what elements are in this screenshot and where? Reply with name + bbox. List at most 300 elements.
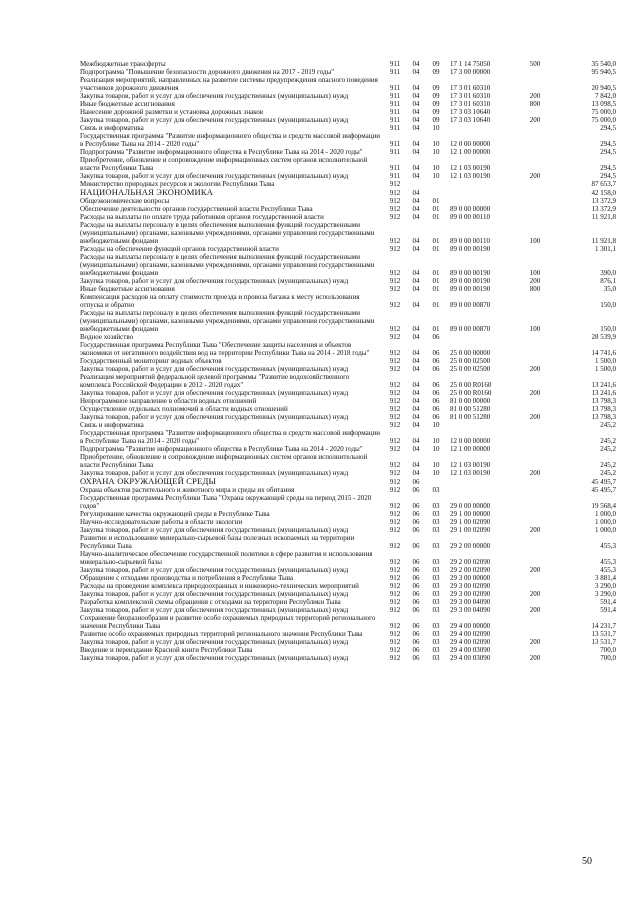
row-amount: 455,3 xyxy=(600,566,616,574)
row-amount: 1 500,0 xyxy=(595,365,616,373)
row-target-article: 81 0 00 51280 xyxy=(450,413,491,421)
row-subsection-code: 01 xyxy=(432,237,440,245)
row-subsection-code xyxy=(426,188,446,197)
row-amount: 13 798,3 xyxy=(591,413,616,421)
row-amount: 45 495,7 xyxy=(591,478,616,486)
row-name: Научно-аналитическое обеспечение государственной политики в сфере развития и использования минерально-сырьевой базы xyxy=(80,550,373,566)
row-amount: 294,5 xyxy=(600,164,616,172)
row-section-code: 04 xyxy=(412,68,420,76)
row-section-code: 04 xyxy=(412,197,420,205)
row-section-code: 06 xyxy=(412,630,420,638)
row-amount: 245,2 xyxy=(600,421,616,429)
row-amount: 245,2 xyxy=(600,461,616,469)
row-expense-type xyxy=(520,477,550,486)
row-amount: 876,1 xyxy=(600,277,616,285)
row-ministry-code: 912 xyxy=(389,654,401,662)
table-row xyxy=(80,518,616,526)
row-amount: 19 568,4 xyxy=(591,502,616,510)
row-section-code: 04 xyxy=(412,389,420,397)
row-ministry-code: 912 xyxy=(389,461,401,469)
row-ministry-code: 912 xyxy=(389,405,401,413)
row-ministry-code: 911 xyxy=(389,140,401,148)
row-amount: 1 500,0 xyxy=(595,357,616,365)
table-row xyxy=(80,510,616,518)
row-amount: 14 231,7 xyxy=(591,622,616,630)
row-target-article xyxy=(446,486,520,494)
row-expense-type xyxy=(520,510,550,518)
row-amount: 35,0 xyxy=(603,285,616,293)
row-section-code: 04 xyxy=(412,381,420,389)
row-target-article: 25 0 00 02500 xyxy=(450,357,491,365)
table-row xyxy=(80,132,616,148)
table-row xyxy=(80,92,616,100)
row-amount: 14 741,6 xyxy=(591,349,616,357)
row-ministry-code: 911 xyxy=(389,116,401,124)
row-section-code: 04 xyxy=(412,437,420,445)
row-subsection-code: 09 xyxy=(432,68,440,76)
row-target-article: 12 1 00 00000 xyxy=(450,148,491,156)
row-expense-type: 200 xyxy=(529,277,541,285)
row-subsection-code: 01 xyxy=(432,245,440,253)
row-target-article: 17 3 01 60310 xyxy=(450,92,491,100)
row-ministry-code: 912 xyxy=(389,189,401,197)
row-target-article: 81 0 00 00000 xyxy=(450,397,491,405)
row-amount: 700,0 xyxy=(600,654,616,662)
row-section-code: 06 xyxy=(412,510,420,518)
row-subsection-code: 09 xyxy=(432,84,440,92)
row-target-article: 29 4 00 03090 xyxy=(450,654,491,662)
row-section-code: 04 xyxy=(412,397,420,405)
row-subsection-code: 06 xyxy=(432,405,440,413)
row-name: Расходы на выплаты персоналу в целях обеспечения выполнения функций государственными (муниципальными) органами, казенными учреждениями, органами управления государственными внебюджетными фондами xyxy=(80,253,375,277)
row-target-article: 17 3 01 60310 xyxy=(450,100,491,108)
row-subsection-code: 03 xyxy=(432,590,440,598)
row-amount: 591,4 xyxy=(600,598,616,606)
row-ministry-code: 912 xyxy=(389,646,401,654)
row-name: Приобретение, обновление и сопровождение информационных систем органов исполнительной власти Республики Тыва xyxy=(80,453,368,469)
row-expense-type xyxy=(520,293,550,309)
row-expense-type xyxy=(520,108,550,116)
row-subsection-code: 01 xyxy=(432,269,440,277)
row-amount: 245,2 xyxy=(600,469,616,477)
row-subsection-code: 01 xyxy=(432,213,440,221)
row-expense-type: 200 xyxy=(529,116,541,124)
row-amount: 13 372,9 xyxy=(591,205,616,213)
row-ministry-code: 912 xyxy=(389,285,401,293)
row-expense-type xyxy=(520,630,550,638)
row-expense-type: 200 xyxy=(529,638,541,646)
row-amount: 245,2 xyxy=(600,445,616,453)
row-subsection-code: 09 xyxy=(432,60,440,68)
row-target-article: 12 0 00 00000 xyxy=(450,140,491,148)
row-target-article: 89 0 00 00110 xyxy=(450,237,490,245)
row-target-article: 12 1 03 00190 xyxy=(450,172,491,180)
row-ministry-code: 912 xyxy=(389,558,401,566)
table-row xyxy=(80,277,616,285)
row-expense-type xyxy=(520,550,550,566)
row-expense-type xyxy=(520,156,550,172)
table-row xyxy=(80,309,616,333)
row-subsection-code: 03 xyxy=(432,526,440,534)
row-expense-type: 200 xyxy=(529,365,541,373)
row-name: Общеэкономические вопросы xyxy=(80,197,170,205)
row-amount: 3 881,4 xyxy=(595,574,616,582)
row-expense-type xyxy=(520,213,550,221)
row-name: Регулирование качества окружающей среды в Республике Тыва xyxy=(80,510,270,518)
row-section-code: 04 xyxy=(412,421,420,429)
row-name: Связь и информатика xyxy=(80,124,144,132)
row-target-article: 29 4 00 02090 xyxy=(450,630,491,638)
row-subsection-code: 03 xyxy=(432,646,440,654)
row-subsection-code: 01 xyxy=(432,205,440,213)
table-row xyxy=(80,614,616,630)
row-ministry-code: 912 xyxy=(389,510,401,518)
row-expense-type xyxy=(520,132,550,148)
row-expense-type xyxy=(520,333,550,341)
row-name: Закупка товаров, работ и услуг для обеспечения государственных (муниципальных) нужд xyxy=(80,389,349,397)
table-row xyxy=(80,574,616,582)
row-expense-type xyxy=(520,76,550,92)
row-subsection-code: 03 xyxy=(432,502,440,510)
row-expense-type: 200 xyxy=(529,172,541,180)
row-target-article: 25 0 00 R0160 xyxy=(450,381,492,389)
row-section-code: 06 xyxy=(412,622,420,630)
row-target-article: 89 0 00 00190 xyxy=(450,277,491,285)
row-ministry-code: 912 xyxy=(389,445,401,453)
row-amount: 150,0 xyxy=(600,301,616,309)
row-ministry-code: 912 xyxy=(389,197,401,205)
row-section-code: 04 xyxy=(412,164,420,172)
row-amount: 11 921,8 xyxy=(591,213,616,221)
row-name: Закупка товаров, работ и услуг для обеспечения государственных (муниципальных) нужд xyxy=(80,638,349,646)
row-expense-type xyxy=(520,405,550,413)
row-expense-type xyxy=(520,148,550,156)
row-ministry-code: 912 xyxy=(389,325,401,333)
page-number: 50 xyxy=(582,856,592,867)
row-ministry-code: 911 xyxy=(389,84,401,92)
table-row xyxy=(80,486,616,494)
row-subsection-code: 06 xyxy=(432,365,440,373)
row-amount: 13 531,7 xyxy=(591,638,616,646)
table-row xyxy=(80,245,616,253)
row-section-code: 04 xyxy=(412,237,420,245)
row-name: Реализация мероприятий федеральной целевой программы "Развитие водохозяйственного комплекса Российской Федерации в 2012 - 2020 годах" xyxy=(80,373,350,389)
row-amount: 45 495,7 xyxy=(591,486,616,494)
row-amount: 1 000,0 xyxy=(595,518,616,526)
row-expense-type xyxy=(520,397,550,405)
row-ministry-code: 912 xyxy=(389,357,401,365)
row-section-code: 06 xyxy=(412,502,420,510)
row-subsection-code: 10 xyxy=(432,421,440,429)
row-ministry-code: 912 xyxy=(389,606,401,614)
row-section-code: 04 xyxy=(412,269,420,277)
row-amount: 3 290,0 xyxy=(595,582,616,590)
row-subsection-code: 01 xyxy=(432,277,440,285)
row-subsection-code: 03 xyxy=(432,542,440,550)
row-section-code: 04 xyxy=(412,148,420,156)
row-name: Осуществление отдельных полномочий в области водных отношений xyxy=(80,405,288,413)
row-ministry-code: 911 xyxy=(389,108,401,116)
row-ministry-code: 912 xyxy=(389,389,401,397)
row-target-article: 12 1 03 00190 xyxy=(450,164,491,172)
row-section-code: 06 xyxy=(412,598,420,606)
row-target-article: 29 3 00 04090 xyxy=(450,606,491,614)
row-section-code: 04 xyxy=(412,349,420,357)
row-subsection-code: 01 xyxy=(432,301,440,309)
row-ministry-code: 912 xyxy=(389,502,401,510)
row-section-code: 06 xyxy=(412,478,420,486)
row-target-article xyxy=(446,421,520,429)
row-section-code: 04 xyxy=(412,172,420,180)
table-row xyxy=(80,116,616,124)
row-name: Подпрограмма "Развитие информационного общества в Республике Тыва на 2014 - 2020 годы" xyxy=(80,148,363,156)
row-subsection-code: 06 xyxy=(432,389,440,397)
row-name: Государственная программа "Развитие информационного общества и средств массовой информации в Республике Тыва на 2014 - 2020 годы" xyxy=(80,429,380,445)
row-expense-type xyxy=(520,421,550,429)
row-subsection-code: 10 xyxy=(432,172,440,180)
row-ministry-code: 912 xyxy=(389,269,401,277)
row-expense-type xyxy=(520,245,550,253)
row-section-code: 04 xyxy=(412,413,420,421)
row-subsection-code: 03 xyxy=(432,486,440,494)
row-target-article: 29 0 00 00000 xyxy=(450,502,491,510)
row-name: Приобретение, обновление и сопровождение информационных систем органов исполнительной власти Республики Тыва xyxy=(80,156,368,172)
row-ministry-code: 912 xyxy=(389,333,401,341)
row-ministry-code: 912 xyxy=(389,397,401,405)
row-section-code: 04 xyxy=(412,461,420,469)
table-row xyxy=(80,526,616,534)
row-expense-type xyxy=(520,357,550,365)
table-row xyxy=(80,646,616,654)
row-ministry-code: 911 xyxy=(389,92,401,100)
row-target-article xyxy=(446,180,520,188)
row-name: Министерство природных ресурсов и экологии Республики Тыва xyxy=(80,180,275,188)
row-ministry-code: 912 xyxy=(389,486,401,494)
row-subsection-code: 10 xyxy=(432,461,440,469)
table-row xyxy=(80,124,616,132)
row-expense-type xyxy=(520,205,550,213)
row-section-code: 06 xyxy=(412,582,420,590)
row-target-article: 25 0 00 R0160 xyxy=(450,389,492,397)
row-expense-type: 100 xyxy=(529,237,541,245)
row-name: Иные бюджетные ассигнования xyxy=(80,100,175,108)
table-row xyxy=(80,333,616,341)
row-amount: 13 372,9 xyxy=(591,197,616,205)
row-amount: 75 000,0 xyxy=(591,116,616,124)
row-subsection-code: 09 xyxy=(432,100,440,108)
row-name: Закупка товаров, работ и услуг для обеспечения государственных (муниципальных) нужд xyxy=(80,413,349,421)
row-expense-type xyxy=(520,188,550,197)
table-row xyxy=(80,429,616,445)
row-ministry-code: 912 xyxy=(389,213,401,221)
row-expense-type: 200 xyxy=(529,469,541,477)
table-row xyxy=(80,606,616,614)
row-ministry-code: 911 xyxy=(389,100,401,108)
table-row xyxy=(80,341,616,357)
row-section-code: 04 xyxy=(412,100,420,108)
row-expense-type xyxy=(520,614,550,630)
row-ministry-code: 912 xyxy=(389,301,401,309)
row-target-article: 29 4 00 03090 xyxy=(450,646,491,654)
row-ministry-code: 912 xyxy=(389,566,401,574)
row-amount: 13 241,6 xyxy=(591,381,616,389)
row-expense-type xyxy=(520,453,550,469)
row-subsection-code: 03 xyxy=(432,630,440,638)
row-amount: 700,0 xyxy=(600,646,616,654)
row-name: Научно-исследовательские работы в области экологии xyxy=(80,518,243,526)
table-row xyxy=(80,421,616,429)
row-section-code: 04 xyxy=(412,205,420,213)
row-expense-type: 500 xyxy=(529,60,541,68)
row-subsection-code: 01 xyxy=(432,325,440,333)
row-target-article: 12 0 00 00000 xyxy=(450,437,491,445)
row-target-article xyxy=(446,197,520,205)
row-section-code: 04 xyxy=(412,245,420,253)
row-amount: 13 531,7 xyxy=(591,630,616,638)
budget-table-container xyxy=(80,60,616,662)
table-row xyxy=(80,445,616,453)
row-section-code: 06 xyxy=(412,518,420,526)
row-name: НАЦИОНАЛЬНАЯ ЭКОНОМИКА xyxy=(80,187,214,197)
row-amount: 11 921,8 xyxy=(591,237,616,245)
row-subsection-code xyxy=(426,477,446,486)
row-section-code: 04 xyxy=(412,124,420,132)
row-subsection-code: 06 xyxy=(432,349,440,357)
row-expense-type xyxy=(520,68,550,76)
row-amount: 28 539,9 xyxy=(591,333,616,341)
row-name: Закупка товаров, работ и услуг для обеспечения государственных (муниципальных) нужд xyxy=(80,172,349,180)
row-expense-type xyxy=(520,445,550,453)
row-name: Закупка товаров, работ и услуг для обеспечения государственных (муниципальных) нужд xyxy=(80,654,349,662)
row-amount: 13 241,6 xyxy=(591,389,616,397)
row-ministry-code: 912 xyxy=(389,478,401,486)
row-target-article xyxy=(446,333,520,341)
row-target-article: 29 3 00 04090 xyxy=(450,598,491,606)
row-section-code: 04 xyxy=(412,213,420,221)
row-expense-type xyxy=(520,197,550,205)
table-row xyxy=(80,477,616,486)
row-section-code: 04 xyxy=(412,60,420,68)
table-row xyxy=(80,534,616,550)
row-target-article: 29 3 00 02090 xyxy=(450,582,491,590)
row-ministry-code: 912 xyxy=(389,437,401,445)
row-name: Иные бюджетные ассигнования xyxy=(80,285,175,293)
row-target-article: 29 1 00 02090 xyxy=(450,526,491,534)
row-subsection-code: 03 xyxy=(432,622,440,630)
row-ministry-code: 912 xyxy=(389,590,401,598)
row-section-code: 06 xyxy=(412,590,420,598)
row-amount: 1 000,0 xyxy=(595,510,616,518)
row-target-article: 29 1 00 00000 xyxy=(450,510,491,518)
row-name: Сохранение биоразнообразия и развитие особо охраняемых природных территорий регионального значения Республики Тыва xyxy=(80,614,376,630)
row-expense-type: 200 xyxy=(529,413,541,421)
table-row xyxy=(80,285,616,293)
row-target-article: 17 3 01 60310 xyxy=(450,84,491,92)
row-subsection-code: 06 xyxy=(432,357,440,365)
table-row xyxy=(80,550,616,566)
row-ministry-code: 912 xyxy=(389,205,401,213)
row-target-article xyxy=(446,188,520,197)
row-ministry-code: 912 xyxy=(389,598,401,606)
row-name: Закупка товаров, работ и услуг для обеспечения государственных (муниципальных) нужд xyxy=(80,566,349,574)
row-subsection-code: 10 xyxy=(432,164,440,172)
row-target-article: 17 3 03 10640 xyxy=(450,116,491,124)
row-target-article: 25 0 00 00000 xyxy=(450,349,491,357)
row-ministry-code: 911 xyxy=(389,148,401,156)
row-section-code: 04 xyxy=(412,285,420,293)
row-amount: 455,3 xyxy=(600,542,616,550)
row-ministry-code: 912 xyxy=(389,413,401,421)
row-name: Расходы на выплаты персоналу в целях обеспечения выполнения функций государственными (муниципальными) органами, казенными учреждениями, органами управления государственными внебюджетными фондами xyxy=(80,309,375,333)
table-row xyxy=(80,373,616,389)
row-name: Подпрограмма "Повышение безопасности дорожного движения на 2017 - 2019 годы" xyxy=(80,68,335,76)
row-expense-type xyxy=(520,124,550,132)
row-subsection-code: 09 xyxy=(432,92,440,100)
row-ministry-code: 912 xyxy=(389,180,401,188)
row-expense-type: 800 xyxy=(529,100,541,108)
row-amount: 390,0 xyxy=(600,269,616,277)
row-amount: 20 940,5 xyxy=(591,84,616,92)
row-amount: 13 798,3 xyxy=(591,405,616,413)
table-row xyxy=(80,405,616,413)
row-target-article: 29 4 00 02090 xyxy=(450,638,491,646)
row-ministry-code: 912 xyxy=(389,526,401,534)
table-row xyxy=(80,172,616,180)
row-subsection-code: 10 xyxy=(432,140,440,148)
row-expense-type: 200 xyxy=(529,566,541,574)
row-subsection-code: 06 xyxy=(432,381,440,389)
row-target-article: 89 0 00 00190 xyxy=(450,269,491,277)
table-row xyxy=(80,365,616,373)
row-name: Государственная программа Республики Тыва "Обеспечение защиты населения и объектов экономики от негативного воздействия вод на территории Республики Тыва на 2014 - 2018 годы" xyxy=(80,341,370,357)
row-target-article: 17 3 00 00000 xyxy=(450,68,491,76)
row-name: Введение и переиздание Красной книги Республики Тыва xyxy=(80,646,253,654)
row-ministry-code: 911 xyxy=(389,124,401,132)
table-row xyxy=(80,638,616,646)
row-subsection-code: 03 xyxy=(432,574,440,582)
row-ministry-code: 912 xyxy=(389,421,401,429)
row-name: Закупка товаров, работ и услуг для обеспечения государственных (муниципальных) нужд xyxy=(80,116,349,124)
row-expense-type: 200 xyxy=(529,654,541,662)
table-row xyxy=(80,156,616,172)
row-section-code: 04 xyxy=(412,140,420,148)
row-section-code: 06 xyxy=(412,542,420,550)
row-amount: 35 540,0 xyxy=(591,60,616,68)
row-amount: 591,4 xyxy=(600,606,616,614)
row-amount: 7 842,0 xyxy=(595,92,616,100)
row-expense-type xyxy=(520,180,550,188)
row-amount: 75 000,0 xyxy=(591,108,616,116)
table-row xyxy=(80,654,616,662)
row-target-article xyxy=(446,124,520,132)
row-section-code: 04 xyxy=(412,325,420,333)
row-name: Расходы на выплаты персоналу в целях обеспечения выполнения функций государственными (муниципальными) органами, казенными учреждениями, органами управления государственными внебюджетными фондами xyxy=(80,221,375,245)
table-row xyxy=(80,188,616,197)
row-target-article: 12 1 03 00190 xyxy=(450,469,491,477)
table-row xyxy=(80,494,616,510)
row-expense-type: 200 xyxy=(529,526,541,534)
row-ministry-code: 912 xyxy=(389,349,401,357)
row-ministry-code: 912 xyxy=(389,277,401,285)
row-section-code: 04 xyxy=(412,189,420,197)
row-name: Разработка комплексной схемы обращения с отходами на территории Республики Тыва xyxy=(80,598,341,606)
row-target-article: 29 3 00 00000 xyxy=(450,574,491,582)
row-amount: 95 940,5 xyxy=(591,68,616,76)
row-section-code: 04 xyxy=(412,365,420,373)
row-expense-type xyxy=(520,486,550,494)
row-target-article: 17 1 14 75050 xyxy=(450,60,491,68)
row-section-code: 06 xyxy=(412,486,420,494)
